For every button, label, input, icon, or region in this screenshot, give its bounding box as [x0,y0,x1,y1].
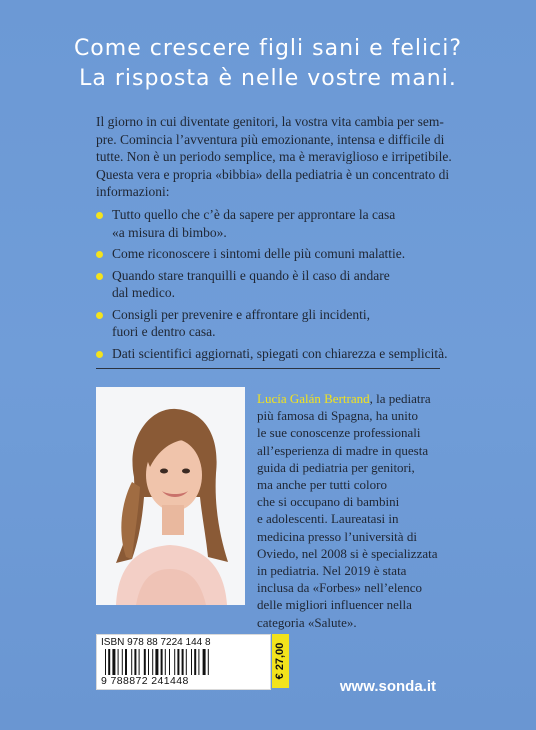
bullet-line: dal medico. [112,285,175,300]
intro-line: informazioni: [96,184,170,199]
price-tag [272,634,289,688]
bio-line: che si occupano di bambini [257,494,400,510]
intro-line: Il giorno in cui diventate genitori, la vostra vita cambia per sem- [96,114,444,129]
price-text: € 27,00 [274,642,286,680]
bullet-line: Quando stare tranquilli e quando è il caso di andare [112,267,390,283]
bullet-list [96,206,456,366]
intro-line: tutte. Non è un periodo semplice, ma è meraviglioso e irripetibile. [96,149,452,164]
bullet-item [96,267,456,302]
bio-line [257,390,447,407]
isbn-text: ISBN 978 88 7224 144 8 [101,637,211,648]
ean-number: 9 788872 241448 [101,675,189,687]
bullet-item [96,345,456,363]
author-portrait-icon [96,387,245,605]
bio-first-line-rest: , la pediatra [369,391,431,406]
headline-line-1: Come crescere figli sani e felici? [73,36,463,61]
publisher-website: www.sonda.it [339,678,436,695]
bio-line: delle migliori influencer nella [257,597,412,613]
author-name: Lucía Galán Bertrand [257,391,370,406]
author-photo [96,387,245,605]
yellow-dot-icon [96,273,103,280]
bio-line: più famosa di Spagna, ha unito [257,408,419,424]
bio-line: medicina presso l’università di [257,528,417,544]
bullet-item [96,306,456,341]
barcode [96,634,271,690]
bullet-line: fuori e dentro casa. [112,324,216,339]
bullet-line: Consigli per prevenire e affrontare gli incidenti, [112,306,371,322]
bullet-line: Dati scientifici aggiornati, spiegati con chiarezza e semplicità. [112,345,448,361]
bio-line: categoria «Salute». [257,614,357,630]
yellow-dot-icon [96,212,103,219]
intro-paragraph [96,113,456,201]
bullet-line: Come riconoscere i sintomi delle più comuni malattie. [112,246,406,261]
bio-line: Oviedo, nel 2008 si è specializzata [257,545,438,561]
bio-line: le sue conoscenze professionali [257,425,421,441]
bio-line: all’esperienza di madre in questa [257,442,429,458]
intro-line: pre. Comincia l’avventura più emozionante, intensa e difficile di [96,131,445,147]
bullet-item [96,245,456,263]
yellow-dot-icon [96,351,103,358]
headline-line-2: La risposta è nelle vostre mani. [79,66,457,91]
bio-line: inclusa da «Forbes» nell’elenco [257,580,422,596]
author-bio [257,390,447,631]
barcode-icon [105,649,261,675]
yellow-dot-icon [96,312,103,319]
bio-line: e adolescenti. Laureatasi in [257,511,399,527]
bullet-line: Tutto quello che c’è da sapere per approntare la casa [112,207,396,222]
intro-line: Questa vera e propria «bibbia» della pediatria è un concentrato di [96,166,450,182]
bio-line: in pediatria. Nel 2019 è stata [257,563,407,579]
bio-line: guida di pediatria per genitori, [257,459,415,475]
divider [96,368,440,369]
bullet-line: «a misura di bimbo». [112,224,227,240]
bullet-item [96,206,456,241]
bio-line: ma anche per tutti coloro [257,477,387,493]
yellow-dot-icon [96,251,103,258]
